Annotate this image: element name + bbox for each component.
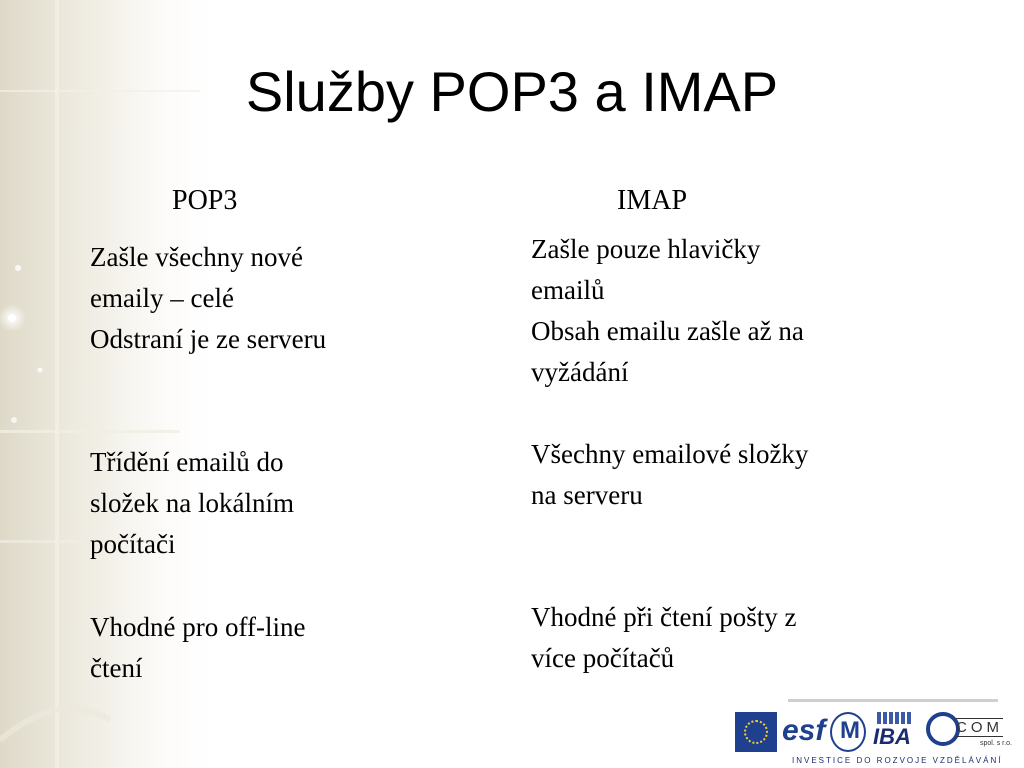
esf-logo	[782, 712, 826, 752]
pop3-item-3	[90, 607, 305, 689]
pop3-item-2	[90, 442, 294, 565]
pop3-item-1-line-1: Zašle všechny nové	[90, 242, 303, 272]
imap-item-2-line-2: na serveru	[531, 480, 643, 510]
imap-item-3	[531, 597, 796, 679]
esf-logo-text: esf	[782, 714, 826, 747]
imap-item-3-line-1: Vhodné při čtení pošty z	[531, 602, 797, 632]
imap-item-1-line-1: Zašle pouze hlavičky	[531, 234, 761, 264]
slide-title: Služby POP3 a IMAP	[245, 60, 779, 123]
pop3-item-1-line-2: emaily – celé	[90, 283, 234, 313]
pop3-item-1-line-3: Odstraní je ze serveru	[90, 324, 327, 354]
imap-heading: IMAP	[617, 185, 688, 216]
iba-bars-icon	[877, 712, 913, 724]
imap-item-2	[531, 434, 808, 516]
iba-logo	[873, 712, 917, 752]
eu-flag-logo	[735, 712, 777, 752]
pop3-item-3-line-1: Vhodné pro off-line	[90, 612, 306, 642]
imap-item-1	[531, 229, 804, 393]
pop3-item-3-line-2: čtení	[90, 653, 143, 683]
mu-logo-text: M	[840, 717, 860, 744]
pop3-item-1	[90, 237, 326, 360]
imap-item-1-line-2: emailů	[531, 275, 605, 305]
eu-stars-icon	[744, 720, 768, 744]
footer-investment-text: INVESTICE DO ROZVOJE VZDĚLÁVÁNÍ	[792, 756, 1003, 765]
imap-item-1-line-4: vyžádání	[531, 357, 629, 387]
pop3-heading: POP3	[172, 185, 238, 216]
qcom-logo-subtext: spol. s r.o.	[980, 740, 1012, 747]
pop3-item-2-line-2: složek na lokálním	[90, 488, 294, 518]
pop3-item-2-line-1: Třídění emailů do	[90, 447, 284, 477]
footer-logo-bar	[730, 696, 1022, 768]
mu-logo	[830, 712, 866, 752]
qcom-logo	[926, 712, 1018, 752]
qcom-logo-text: COM	[956, 719, 1003, 736]
pop3-item-2-line-3: počítači	[90, 529, 176, 559]
imap-item-3-line-2: více počítačů	[531, 643, 675, 673]
imap-item-1-line-3: Obsah emailu zašle až na	[531, 316, 804, 346]
footnote-line	[788, 699, 998, 702]
iba-logo-text: IBA	[873, 724, 911, 749]
imap-item-2-line-1: Všechny emailové složky	[531, 439, 809, 469]
qcom-q-icon	[926, 712, 960, 746]
